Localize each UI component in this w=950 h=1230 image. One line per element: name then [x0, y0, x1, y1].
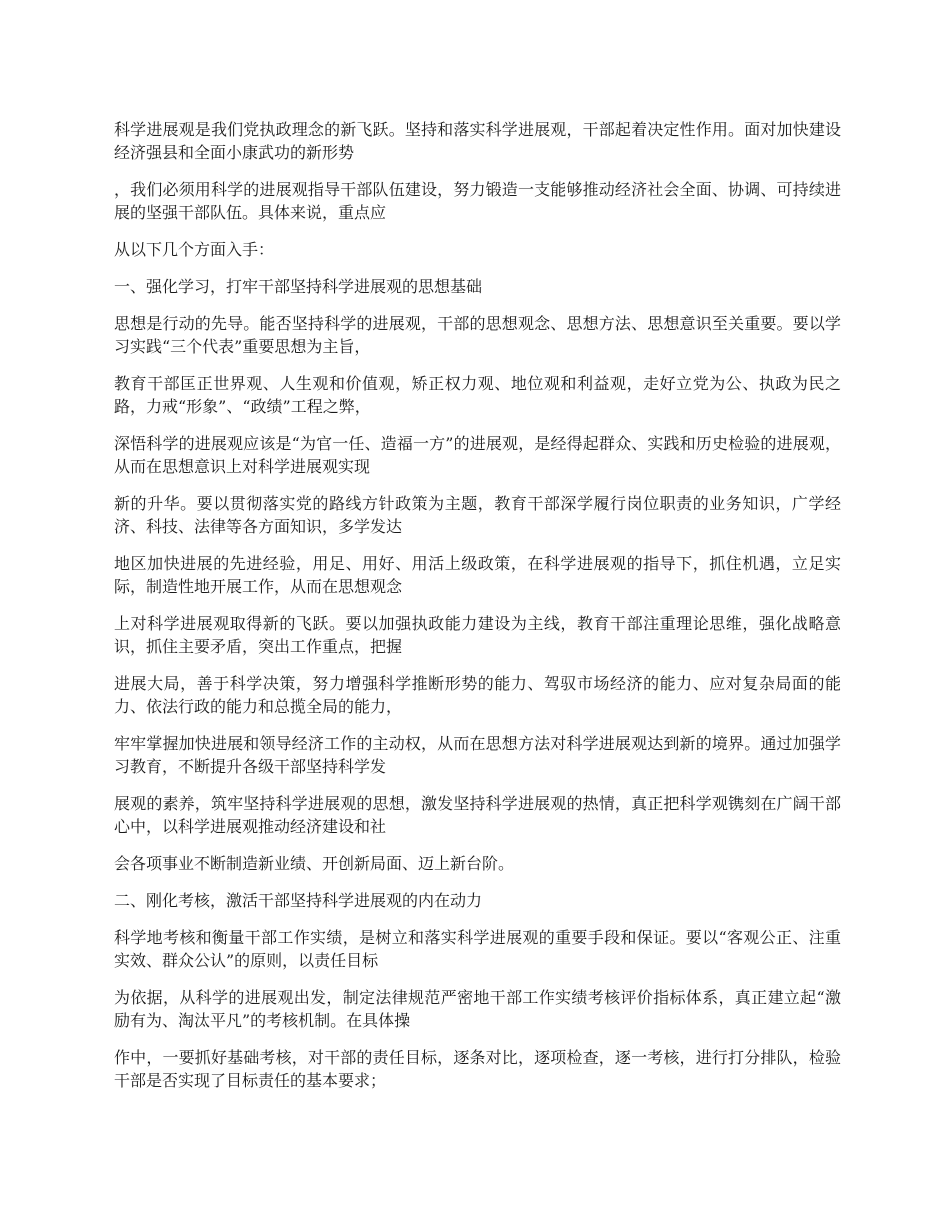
paragraph-body: 深悟科学的进展观应该是“为官一任、造福一方”的进展观，是经得起群众、实践和历史检验的进展观，从而在思想意识上对科学进展观实现	[114, 434, 841, 476]
paragraph-body: 牢牢掌握加快进展和领导经济工作的主动权，从而在思想方法对科学进展观达到新的境界。通过加强学习教育，不断提升各级干部坚持科学发	[114, 734, 841, 776]
paragraph-intro-2: ，我们必须用科学的进展观指导干部队伍建设，努力锻造一支能够推动经济社会全面、协调、可持续进展的坚强干部队伍。具体来说，重点应	[114, 180, 841, 222]
paragraph-intro-1: 科学进展观是我们党执政理念的新飞跃。坚持和落实科学进展观，干部起着决定性作用。面对加快建设经济强县和全面小康武功的新形势	[114, 120, 841, 162]
paragraph-body: 新的升华。要以贯彻落实党的路线方针政策为主题，教育干部深学履行岗位职责的业务知识，广学经济、科技、法律等各方面知识，多学发达	[114, 494, 841, 536]
paragraph-body: 地区加快进展的先进经验，用足、用好、用活上级政策，在科学进展观的指导下，抓住机遇，立足实际，制造性地开展工作，从而在思想观念	[114, 554, 841, 596]
paragraph-body: 会各项事业不断制造新业绩、开创新局面、迈上新台阶。	[114, 854, 515, 873]
paragraph-body: 科学地考核和衡量干部工作实绩，是树立和落实科学进展观的重要手段和保证。要以“客观公正、注重实效、群众公认”的原则，以责任目标	[114, 928, 841, 970]
paragraph-body: 进展大局，善于科学决策，努力增强科学推断形势的能力、驾驭市场经济的能力、应对复杂局面的能力、依法行政的能力和总揽全局的能力，	[114, 674, 841, 716]
paragraph-body: 教育干部匡正世界观、人生观和价值观，矫正权力观、地位观和利益观，走好立党为公、执政为民之路，力戒“形象”、“政绩”工程之弊，	[114, 374, 841, 416]
section-heading-1: 一、强化学习，打牢干部坚持科学进展观的思想基础	[114, 277, 483, 296]
section-heading-2: 二、刚化考核，激活干部坚持科学进展观的内在动力	[114, 891, 483, 910]
paragraph-body: 为依据，从科学的进展观出发，制定法律规范严密地干部工作实绩考核评价指标体系，真正建立起“激励有为、淘汰平凡”的考核机制。在具体操	[114, 988, 841, 1030]
paragraph-intro-3: 从以下几个方面入手：	[114, 240, 275, 259]
paragraph-body: 作中，一要抓好基础考核，对干部的责任目标，逐条对比，逐项检查，逐一考核，进行打分排队，检验干部是否实现了目标责任的基本要求；	[114, 1048, 841, 1090]
document-body	[114, 118, 841, 1106]
paragraph-body: 展观的素养，筑牢坚持科学进展观的思想，激发坚持科学进展观的热情，真正把科学观镌刻在广阔干部心中，以科学进展观推动经济建设和社	[114, 794, 841, 836]
paragraph-body: 上对科学进展观取得新的飞跃。要以加强执政能力建设为主线，教育干部注重理论思维，强化战略意识，抓住主要矛盾，突出工作重点，把握	[114, 614, 841, 656]
paragraph-body: 思想是行动的先导。能否坚持科学的进展观，干部的思想观念、思想方法、思想意识至关重要。要以学习实践“三个代表”重要思想为主旨，	[114, 314, 841, 356]
